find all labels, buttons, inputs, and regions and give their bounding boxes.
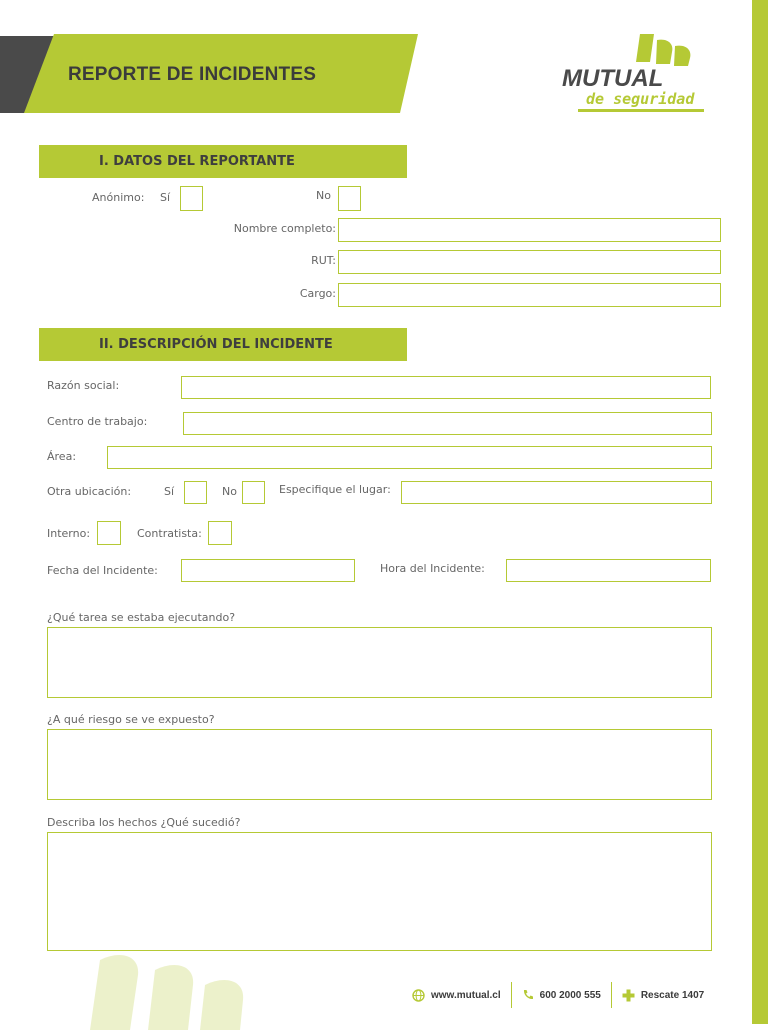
hechos-label: Describa los hechos ¿Qué sucedió? bbox=[47, 816, 241, 829]
interno-label: Interno: bbox=[47, 527, 91, 540]
contratista-checkbox[interactable] bbox=[208, 521, 232, 545]
logo-watermark bbox=[80, 950, 260, 1030]
nombre-label: Nombre completo: bbox=[233, 222, 336, 235]
area-label: Área: bbox=[47, 450, 77, 463]
anonimo-label: Anónimo: bbox=[92, 191, 145, 204]
globe-icon bbox=[412, 989, 425, 1002]
footer-rescue[interactable] bbox=[622, 989, 704, 1002]
contratista-label: Contratista: bbox=[137, 527, 202, 540]
footer-contact bbox=[412, 980, 704, 1010]
otra-no-label: No bbox=[222, 485, 237, 498]
footer-divider bbox=[511, 982, 512, 1008]
footer-rescue-text: Rescate 1407 bbox=[640, 989, 705, 1001]
riesgo-textarea[interactable] bbox=[47, 729, 712, 800]
otra-ubicacion-label: Otra ubicación: bbox=[47, 485, 132, 498]
nombre-field[interactable] bbox=[338, 218, 721, 242]
hora-field[interactable] bbox=[506, 559, 711, 582]
mutual-logo bbox=[550, 30, 720, 120]
section-1-title: I. DATOS DEL REPORTANTE bbox=[99, 154, 295, 169]
logo-tagline: de seguridad bbox=[586, 90, 695, 108]
footer-phone-text: 600 2000 555 bbox=[539, 989, 601, 1001]
plus-icon bbox=[622, 989, 635, 1002]
anonimo-no-checkbox[interactable] bbox=[338, 186, 361, 211]
footer-phone[interactable] bbox=[522, 989, 601, 1001]
cargo-label: Cargo: bbox=[299, 287, 336, 300]
footer-web[interactable] bbox=[412, 989, 501, 1002]
header-banner bbox=[0, 0, 440, 120]
logo-wordmark: MUTUAL bbox=[562, 65, 664, 92]
interno-checkbox[interactable] bbox=[97, 521, 121, 545]
footer-divider-2 bbox=[611, 982, 612, 1008]
footer-web-text: www.mutual.cl bbox=[431, 989, 501, 1001]
hora-label: Hora del Incidente: bbox=[380, 562, 485, 575]
cargo-field[interactable] bbox=[338, 283, 721, 307]
razon-label: Razón social: bbox=[47, 379, 120, 392]
anonimo-si-label: Sí bbox=[160, 191, 171, 204]
especifique-label: Especifique el lugar: bbox=[279, 483, 391, 496]
page-title: REPORTE DE INCIDENTES bbox=[68, 64, 317, 85]
centro-label: Centro de trabajo: bbox=[47, 415, 148, 428]
right-accent-stripe bbox=[752, 0, 768, 1024]
hechos-textarea[interactable] bbox=[47, 832, 712, 951]
tarea-textarea[interactable] bbox=[47, 627, 712, 698]
fecha-field[interactable] bbox=[181, 559, 355, 582]
centro-field[interactable] bbox=[183, 412, 712, 435]
section-2-header bbox=[39, 328, 407, 361]
anonimo-no-label: No bbox=[316, 189, 331, 202]
otra-si-label: Sí bbox=[164, 485, 175, 498]
rut-label: RUT: bbox=[311, 254, 336, 267]
riesgo-label: ¿A qué riesgo se ve expuesto? bbox=[47, 713, 215, 726]
especifique-field[interactable] bbox=[401, 481, 712, 504]
tarea-label: ¿Qué tarea se estaba ejecutando? bbox=[47, 611, 236, 624]
section-2-title: II. DESCRIPCIÓN DEL INCIDENTE bbox=[99, 337, 333, 352]
section-1-header bbox=[39, 145, 407, 178]
otra-si-checkbox[interactable] bbox=[184, 481, 207, 504]
phone-icon bbox=[522, 989, 534, 1001]
area-field[interactable] bbox=[107, 446, 712, 469]
otra-no-checkbox[interactable] bbox=[242, 481, 265, 504]
anonimo-si-checkbox[interactable] bbox=[180, 186, 203, 211]
razon-field[interactable] bbox=[181, 376, 711, 399]
fecha-label: Fecha del Incidente: bbox=[47, 564, 158, 577]
rut-field[interactable] bbox=[338, 250, 721, 274]
